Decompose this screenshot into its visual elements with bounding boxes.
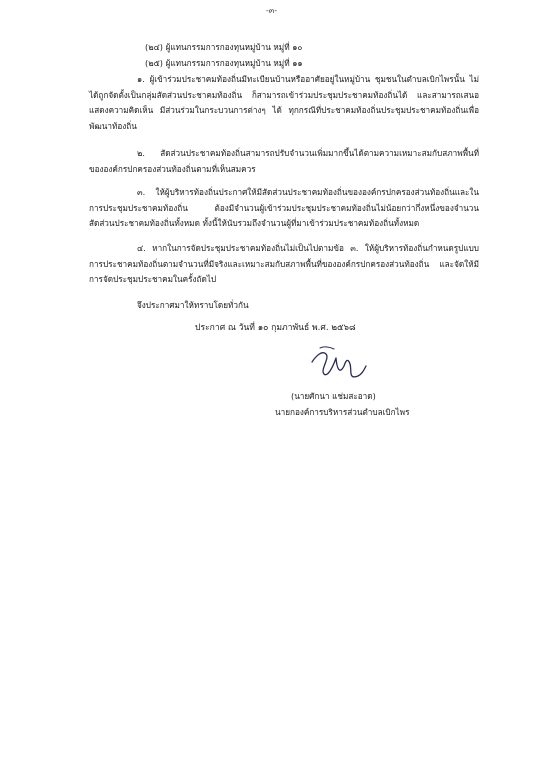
paragraph-2: ๒. สัดส่วนประชาคมท้องถิ่นสามารถปรับจำนวนเพิ่มมากขึ้นได้ตามความเหมาะสมกับสภาพพื้นที่ขององค์กรปกครองส่วนท้องถิ่นตามที่เห็นสมควร [89, 148, 479, 174]
signature-mark [300, 340, 380, 385]
member-line-25: (๒๕) ผู้แทนกรรมการกองทุนหมู่บ้าน หมู่ที่ ๑๑ [145, 58, 303, 68]
page-number: -๓- [265, 6, 278, 15]
announcement-line: จึงประกาศมาให้ทราบโดยทั่วกัน [137, 300, 249, 310]
date-line: ประกาศ ณ วันที่ ๑๐ กุมภาพันธ์ พ.ศ. ๒๕๖๘ [195, 323, 356, 333]
paragraph-1: ๑. ผู้เข้าร่วมประชาคมท้องถิ่นมีทะเบียนบ้านหรืออาศัยอยู่ในหมู่บ้าน ชุมชนในตำบลเบิกไพรนั้น ไม่ได้ถูกจัดตั้งเป็นกลุ่มสัดส่วนประชาคมท้องถิ่น ก็สามารถเข้าร่วมประชุมประชาคมท้องถิ่นได้ และสามารถเสนอแสดงความคิดเห็น มีส่วนร่วมในกระบวนการต่างๆ ได้ ทุกกรณีที่ประชาคมท้องถิ่นประชุมประชาคมท้องถิ่นเพื่อพัฒนาท้องถิ่น [89, 74, 479, 131]
paragraph-4: ๔. หากในการจัดประชุมประชาคมท้องถิ่นไม่เป็นไปตามข้อ ๓. ให้ผู้บริหารท้องถิ่นกำหนดรูปแบบการประชาคมท้องถิ่นตามจำนวนที่มีจริงและเหมาะสมกับสภาพพื้นที่ขององค์กรปกครองส่วนท้องถิ่น และจัดให้มีการจัดประชุมประชาคมในครั้งถัดไป [89, 243, 479, 284]
member-line-24: (๒๔) ผู้แทนกรรมการกองทุนหมู่บ้าน หมู่ที่ ๑๐ [145, 42, 303, 52]
paragraph-3: ๓. ให้ผู้บริหารท้องถิ่นประกาศให้มีสัดส่วนประชาคมท้องถิ่นขององค์กรปกครองส่วนท้องถิ่นและในการประชุมประชาคมท้องถิ่น ต้องมีจำนวนผู้เข้าร่วมประชุมประชาคมท้องถิ่นไม่น้อยกว่ากึ่งหนึ่งของจำนวนสัดส่วนประชาคมท้องถิ่นทั้งหมด ทั้งนี้ให้นับรวมถึงจำนวนผู้ที่มาเข้าร่วมประชาคมท้องถิ่นทั้งหมด [89, 187, 479, 228]
signatory-name: (นายศักนา แช่มสะอาด) [291, 391, 376, 401]
signatory-position: นายกองค์การบริหารส่วนตำบลเบิกไพร [275, 407, 410, 417]
